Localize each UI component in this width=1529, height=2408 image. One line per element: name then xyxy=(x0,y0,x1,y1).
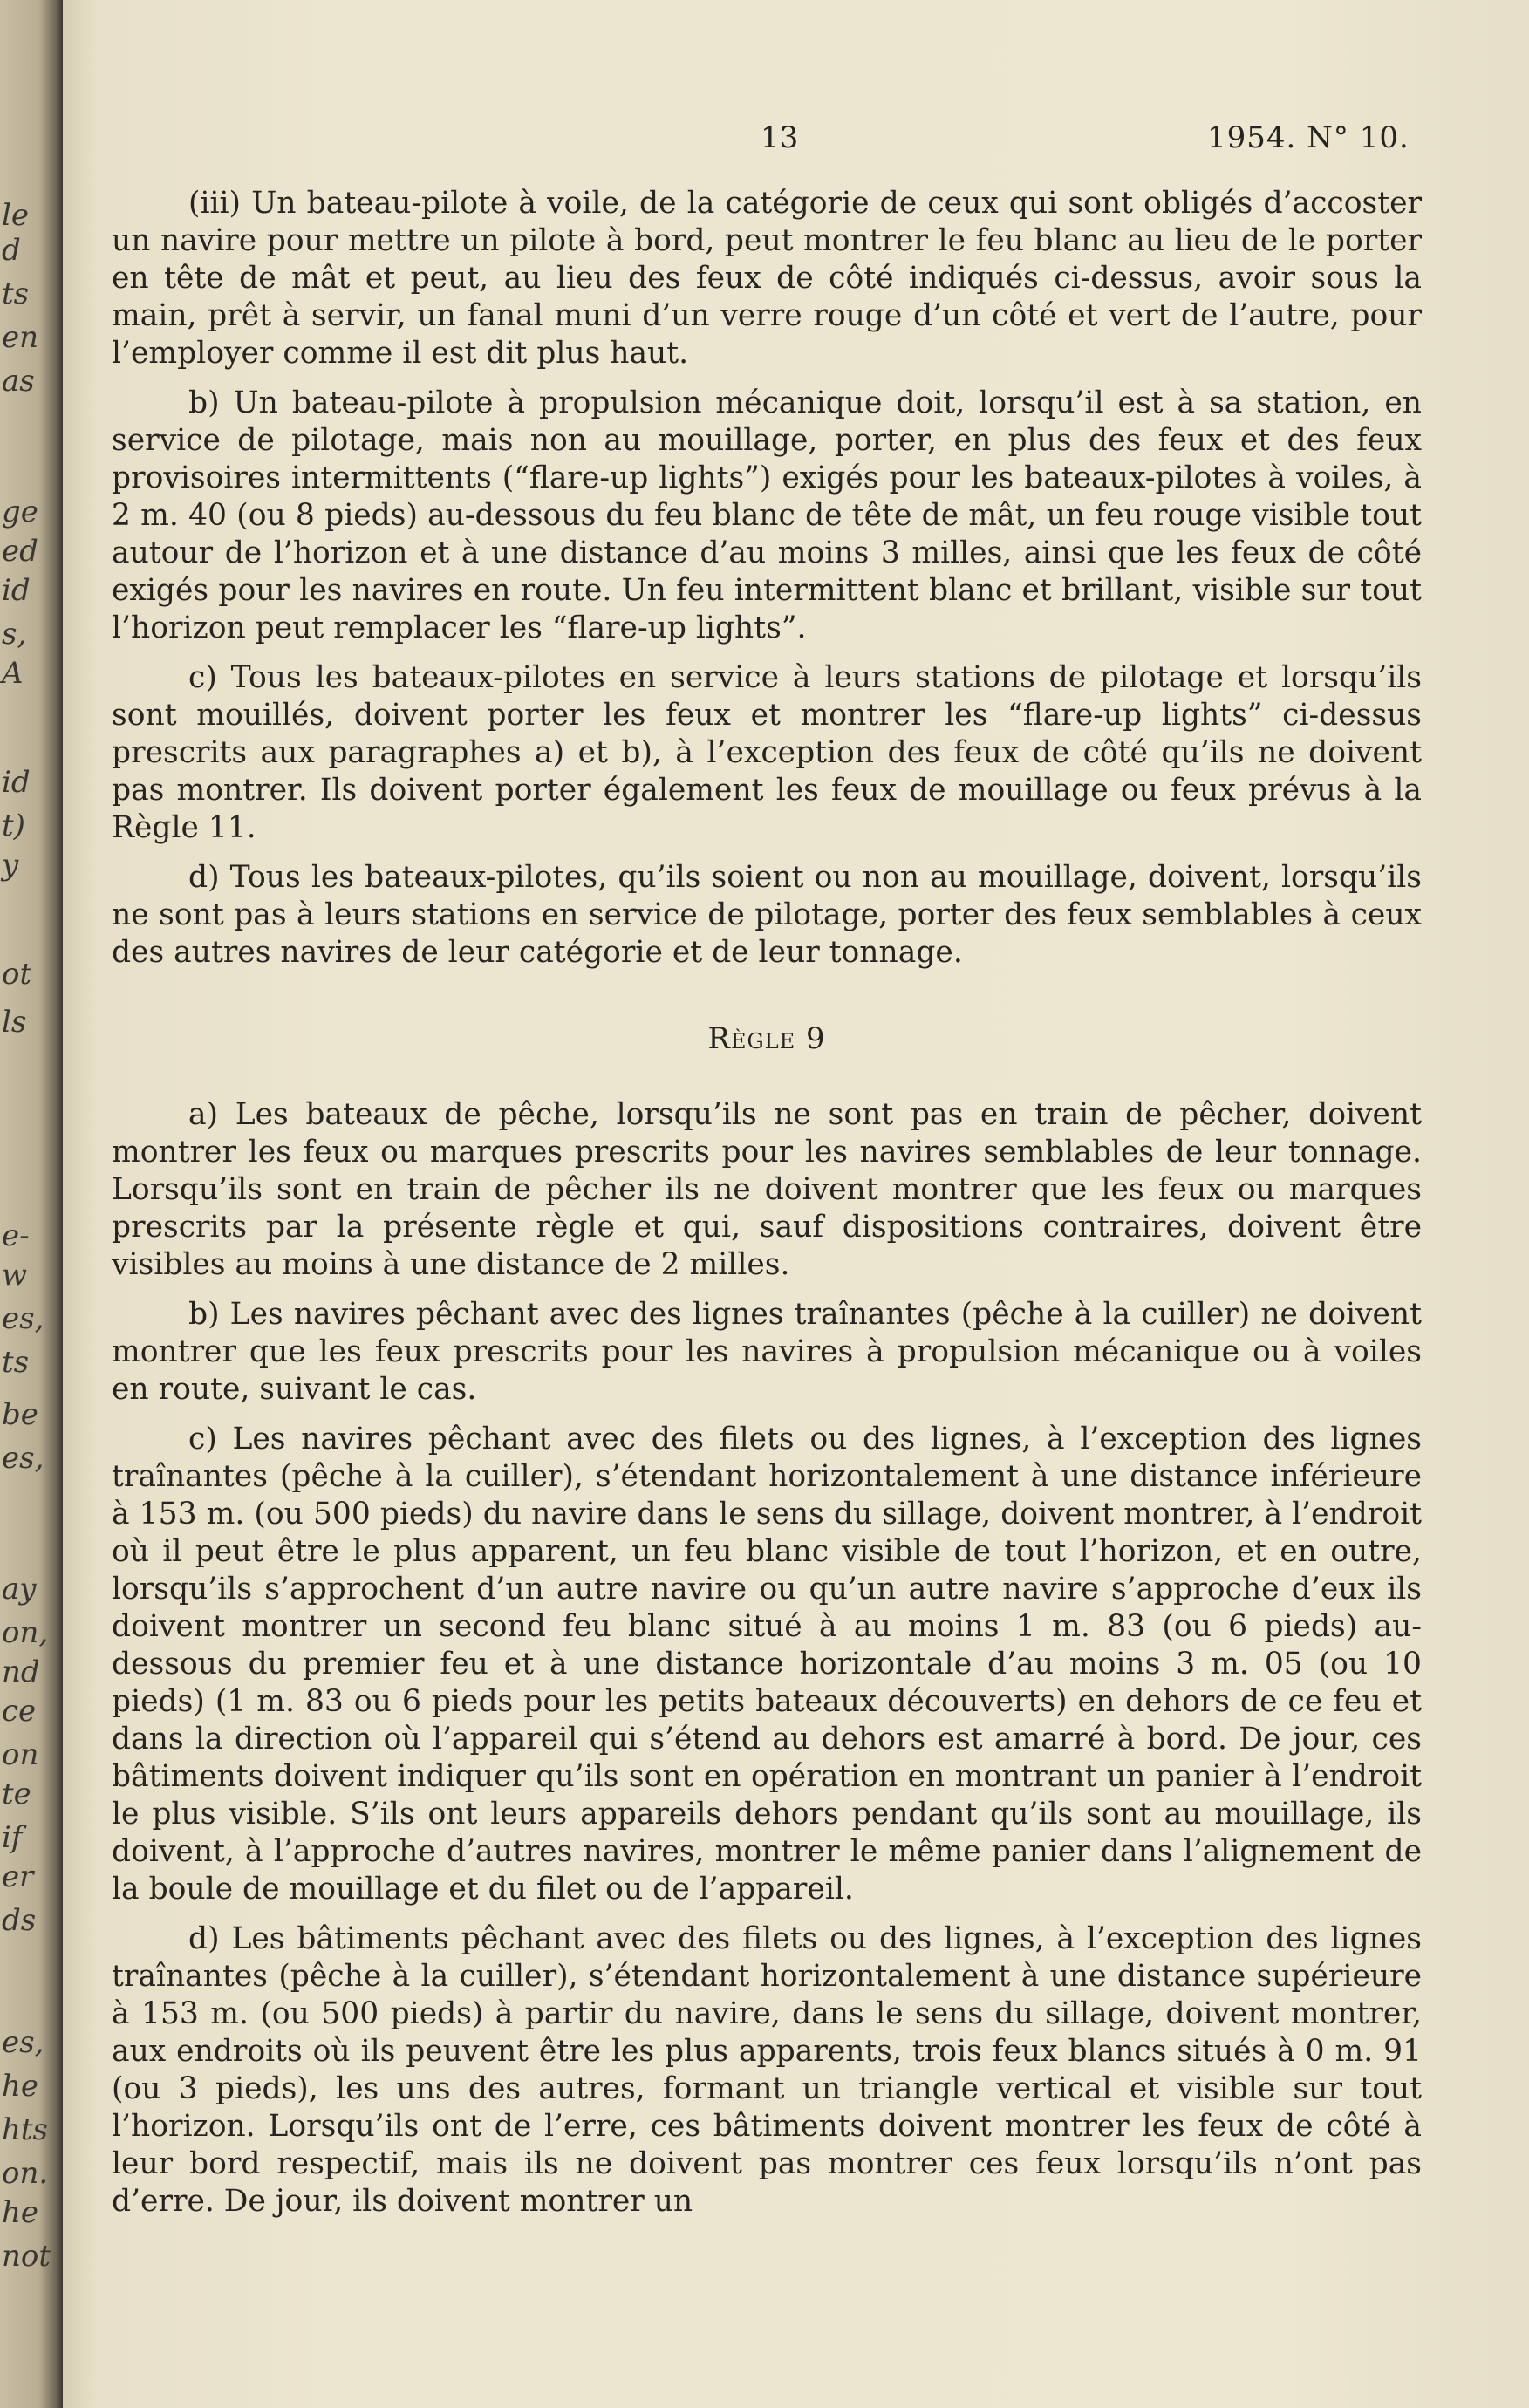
margin-fragment: es, xyxy=(2,1441,44,1476)
margin-fragment: ay xyxy=(2,1572,37,1606)
rule9-paragraph-b: b) Les navires pêchant avec des lignes traînantes (pêche à la cuiller) ne doivent montrer que les feux prescrits pour les navires à propulsion mécanique ou à voiles en route, suivant le cas. xyxy=(112,1297,1422,1407)
document-reference: 1954. N° 10. xyxy=(1207,120,1410,155)
margin-fragment: A xyxy=(2,656,24,691)
margin-fragment: not xyxy=(2,2239,51,2274)
paragraph-b: b) Un bateau-pilote à propulsion mécanique doit, lorsqu’il est à sa station, en service de pilotage, mais non au mouillage, porter, en plus des feux et des feux provisoires intermittents (“flare-up lights”) exigés pour les bateaux-pilotes à voiles, à 2 m. 40 (ou 8 pieds) au-dessous du feu blanc de tête de mât, un feu rouge visible tout autour de l’horizon et à une distance d’au moins 3 milles, ainsi que les feux de côté exigés pour les navires en route. Un feu intermittent blanc et brillant, visible sur tout l’horizon peut remplacer les “flare-up lights”. xyxy=(112,385,1422,645)
margin-fragment: d xyxy=(2,233,21,268)
margin-fragment: id xyxy=(2,765,31,800)
margin-fragment: as xyxy=(2,364,35,399)
margin-fragment: hts xyxy=(2,2112,49,2147)
margin-fragment: e- xyxy=(2,1218,30,1253)
margin-fragment: es, xyxy=(2,1301,44,1336)
margin-fragment: s, xyxy=(2,617,27,651)
margin-fragment: ed xyxy=(2,534,38,569)
margin-fragment: he xyxy=(2,2195,39,2230)
margin-fragment: es, xyxy=(2,2025,44,2060)
margin-fragment: er xyxy=(2,1859,34,1894)
margin-fragment: t) xyxy=(2,808,25,843)
section-heading: Règle 9 xyxy=(707,1021,826,1056)
margin-fragment: id xyxy=(2,573,31,608)
paragraph-d: d) Tous les bateaux-pilotes, qu’ils soient ou non au mouillage, doivent, lorsqu’ils ne sont pas à leurs stations en service de pilotage, porter des feux semblables à ceux des autres navires de leur catégorie et de leur tonnage. xyxy=(112,860,1422,970)
paragraph-a-iii: (iii) Un bateau-pilote à voile, de la catégorie de ceux qui sont obligés d’accoster un navire pour mettre un pilote à bord, peut montrer le feu blanc au lieu de le porter en tête de mât et peut, au lieu des feux de côté indiqués ci-dessus, avoir sous la main, prêt à servir, un fanal muni d’un verre rouge d’un côté et vert de l’autre, pour l’employer comme il est dit plus haut. xyxy=(112,186,1422,371)
margin-fragment: he xyxy=(2,2069,39,2104)
margin-fragment: ce xyxy=(2,1694,37,1729)
margin-fragment: ts xyxy=(2,1345,30,1380)
margin-fragment: if xyxy=(2,1820,23,1855)
paragraph-c: c) Tous les bateaux-pilotes en service à leurs stations de pilotage et lorsqu’ils sont mouillés, doivent porter les feux et montrer les “flare-up lights” ci-dessus prescrits aux paragraphes a) et b), à l’exception des feux de côté qu’ils ne doivent pas montrer. Ils doivent porter également les feux de mouillage ou feux prévus à la Règle 11. xyxy=(112,660,1422,845)
body-text xyxy=(112,185,1422,2233)
margin-fragment: en xyxy=(2,320,39,355)
margin-fragment: ge xyxy=(2,495,38,529)
margin-fragment: on xyxy=(2,1737,39,1772)
rule9-paragraph-a: a) Les bateaux de pêche, lorsqu’ils ne sont pas en train de pêcher, doivent montrer les feux ou marques prescrits pour les navires semblables de leur tonnage. Lorsqu’ils sont en train de pêcher ils ne doivent montrer que les feux ou marques prescrits par la présente règle et qui, sauf dispositions contraires, doivent être visibles au moins à une distance de 2 milles. xyxy=(112,1097,1422,1282)
margin-fragment: nd xyxy=(2,1654,40,1689)
margin-fragment: ot xyxy=(2,957,32,992)
margin-fragment: ls xyxy=(2,1005,27,1040)
margin-fragment: te xyxy=(2,1777,31,1811)
rule9-paragraph-c: c) Les navires pêchant avec des filets ou des lignes, à l’exception des lignes traînantes (pêche à la cuiller), s’étendant horizontalement à une distance inférieure à 153 m. (ou 500 pieds) du navire dans le sens du sillage, doivent montrer, à l’endroit où il peut être le plus apparent, un feu blanc visible de tout l’horizon, et en outre, lorsqu’ils s’approchent d’un autre navire ou qu’un autre navire s’approche d’eux ils doivent montrer un second feu blanc situé à au moins 1 m. 83 (ou 6 pieds) au-dessous du premier feu et à une distance horizontale d’au moins 3 m. 05 (ou 10 pieds) (1 m. 83 ou 6 pieds pour les petits bateaux découverts) en dehors de ce feu et dans la direction où l’appareil qui s’étend au dehors est amarré à bord. De jour, ces bâtiments doivent indiquer qu’ils sont en opération en montrant un panier à l’endroit le plus visible. S’ils ont leurs appareils dehors pendant qu’ils sont au mouillage, ils doivent, à l’approche d’autres navires, montrer le même panier dans l’alignement de la boule de mouillage et du filet ou de l’appareil. xyxy=(112,1422,1422,1907)
margin-fragment: on. xyxy=(2,2156,49,2191)
margin-fragment: le xyxy=(2,198,29,233)
margin-fragment: be xyxy=(2,1397,38,1432)
rule9-paragraph-d: d) Les bâtiments pêchant avec des filets ou des lignes, à l’exception des lignes traînantes (pêche à la cuiller), s’étendant horizontalement à une distance supérieure à 153 m. (ou 500 pieds) à partir du navire, dans le sens du sillage, doivent montrer, aux endroits où ils peuvent être les plus apparents, trois feux blancs situés à 0 m. 91 (ou 3 pieds), les uns des autres, formant un triangle vertical et visible sur tout l’horizon. Lorsqu’ils ont de l’erre, ces bâtiments doivent montrer les feux de côté à leur bord respectif, mais ils ne doivent pas montrer ces feux lorsqu’ils n’ont pas d’erre. De jour, ils doivent montrer un xyxy=(112,1921,1422,2219)
adjacent-page-edge xyxy=(0,0,63,2408)
margin-fragment: ds xyxy=(2,1903,37,1938)
margin-fragment: ts xyxy=(2,276,30,311)
margin-fragment: on, xyxy=(2,1615,49,1650)
page-header xyxy=(63,112,1529,164)
margin-fragment: w xyxy=(2,1258,28,1293)
page-number: 13 xyxy=(761,120,799,155)
margin-fragment: y xyxy=(2,848,19,883)
